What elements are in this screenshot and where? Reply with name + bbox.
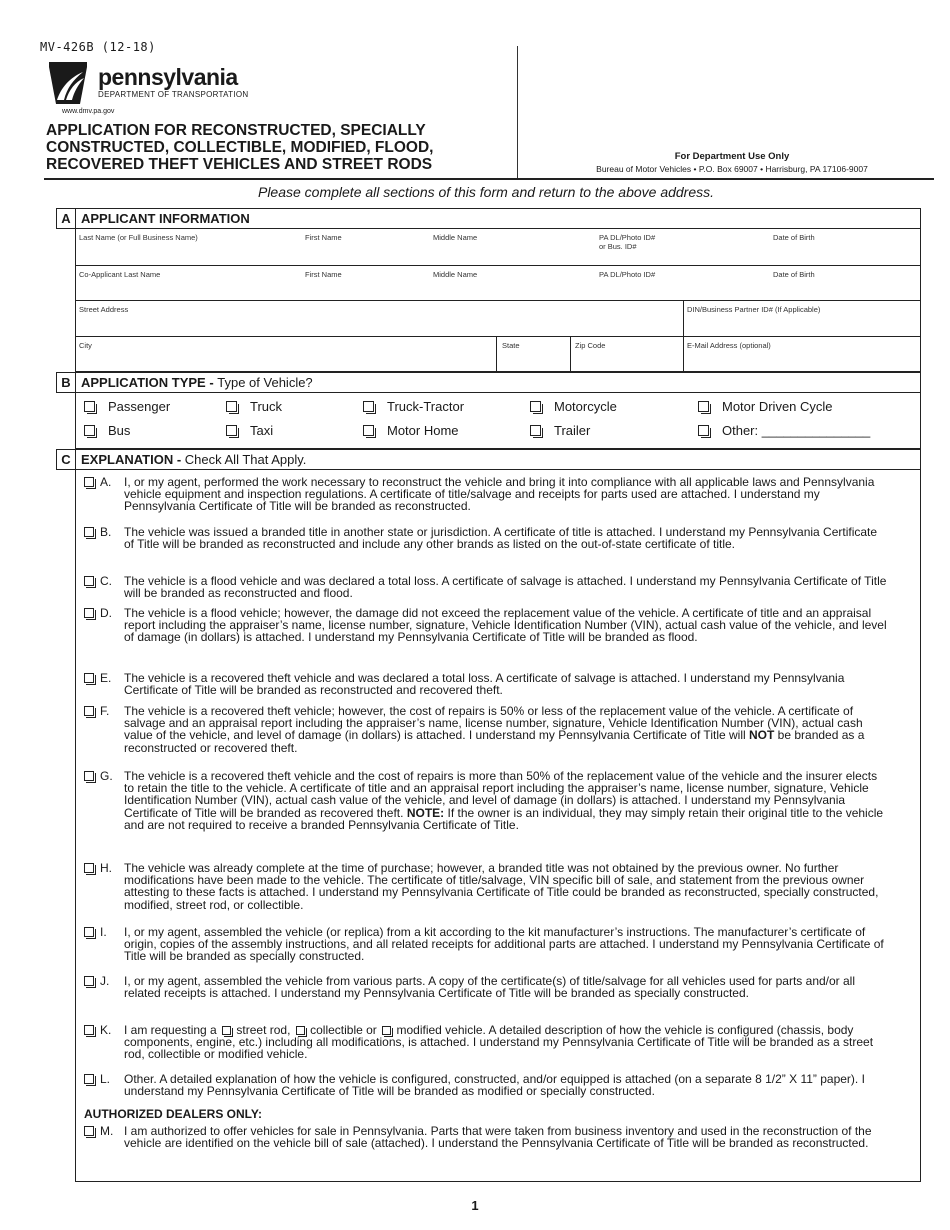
vehicle-option-motor-driven-cycle[interactable] xyxy=(698,399,833,414)
form-title-line: RECOVERED THEFT VEHICLES AND STREET RODS xyxy=(46,156,433,173)
checkbox-icon[interactable] xyxy=(226,425,237,436)
checkbox-icon[interactable] xyxy=(84,401,95,412)
vehicle-option-label: Other: _______________ xyxy=(722,423,871,438)
form-title-line: CONSTRUCTED, COLLECTIBLE, MODIFIED, FLOOD, xyxy=(46,139,434,156)
field-divider xyxy=(496,337,497,371)
item-text: I am authorized to offer vehicles for sale in Pennsylvania. Parts that were taken from business inventory and used in the reconstruction of the vehicle are identified on the vehicle bill of sale (attached). I understand the Pennsylvania Certificate of Title will be branded as reconstructed. xyxy=(124,1124,872,1151)
street-address-label: Street Address xyxy=(79,305,129,314)
option-street-rod: street rod, xyxy=(236,1023,294,1037)
section-b-letter: B xyxy=(56,372,76,393)
item-text: The vehicle is a flood vehicle; however, the damage did not exceed the replacement value of the vehicle. A certificate of title and an appraisal report including the appraiser’s name, license number, signature, Vehicle Identification Number (VIN), actual cash value of the vehicle, and level of damage (in dollars) is attached. I understand my Pennsylvania Certificate of Title will be branded as flood. xyxy=(124,606,887,645)
co-dob-label: Date of Birth xyxy=(773,270,815,279)
first-name-label: First Name xyxy=(305,233,342,242)
co-middle-name-label: Middle Name xyxy=(433,270,478,279)
vehicle-option-truck[interactable] xyxy=(226,399,282,414)
applicant-row[interactable] xyxy=(76,229,920,266)
section-c-title xyxy=(76,450,920,470)
co-applicant-last-name-label: Co-Applicant Last Name xyxy=(79,270,161,279)
explanation-item-i[interactable] xyxy=(84,926,889,963)
checkbox-icon[interactable] xyxy=(84,927,94,937)
note-label: NOTE: xyxy=(406,805,445,820)
item-label: I. xyxy=(100,925,107,939)
item-text-part: The vehicle is a recovered theft vehicle; however, the cost of repairs is 50% or less of the replacement value of the vehicle. A certificate of salvage and an appraisal report including the appraiser’s name, license number, signature, Vehicle Identification Number (VIN), actual cash value of the vehicle, and level of damage (in dollars) is attached. I understand my Pennsylvania Certificate of Title will xyxy=(124,704,863,743)
state-label: State xyxy=(502,341,520,350)
department-use-label: For Department Use Only xyxy=(674,151,790,162)
item-label: M. xyxy=(100,1124,114,1138)
checkbox-icon[interactable] xyxy=(84,706,94,716)
street-row[interactable] xyxy=(76,301,920,337)
collectible-checkbox-icon[interactable] xyxy=(296,1026,305,1035)
vehicle-option-label: Motor Home xyxy=(387,423,459,438)
item-text-part: I am requesting a xyxy=(124,1023,221,1037)
section-c-subtitle: Check All That Apply. xyxy=(184,452,307,467)
vehicle-option-label: Truck xyxy=(250,399,283,414)
zip-code-label: Zip Code xyxy=(575,341,606,350)
checkbox-icon[interactable] xyxy=(84,425,95,436)
item-text: I, or my agent, assembled the vehicle from various parts. A copy of the certificate(s) of title/salvage for all vehicles used for parts and/or all related receipts is attached. I understand my Pennsylvania Certificate of Title will be branded as specially constructed. xyxy=(124,974,856,1001)
checkbox-icon[interactable] xyxy=(84,477,94,487)
checkbox-icon[interactable] xyxy=(84,576,94,586)
item-text: I, or my agent, assembled the vehicle (or replica) from a kit according to the kit manufacturer’s instructions. The manufacturer’s certificate of origin, copies of the assembly instructions, and all related receipts for additional parts are attached. I understand my Pennsylvania Certificate of Title will be branded as specially constructed. xyxy=(124,925,884,964)
item-label: K. xyxy=(100,1023,112,1037)
section-c-heading: EXPLANATION - xyxy=(81,452,185,467)
section-a-letter: A xyxy=(56,208,76,229)
item-text-part: be branded as a reconstructed or recovered theft. xyxy=(124,728,865,755)
vehicle-option-motorcycle[interactable] xyxy=(530,399,617,414)
item-text xyxy=(124,705,889,754)
item-label: E. xyxy=(100,671,112,685)
form-number: MV-426B (12-18) xyxy=(40,40,156,54)
middle-name-label: Middle Name xyxy=(433,233,478,242)
checkbox-icon[interactable] xyxy=(84,1025,94,1035)
checkbox-icon[interactable] xyxy=(84,527,94,537)
note-text: If the owner is an individual, they may simply retain their original title to the vehicle and are not required to receive a branded Pennsylvania Certificate of Title. xyxy=(124,805,884,832)
explanation-item-k[interactable] xyxy=(84,1024,889,1061)
vehicle-option-label: Trailer xyxy=(554,423,591,438)
vehicle-option-taxi[interactable] xyxy=(226,423,273,438)
checkbox-icon[interactable] xyxy=(84,976,94,986)
vehicle-option-trailer[interactable] xyxy=(530,423,590,438)
co-dl-photo-id-label: PA DL/Photo ID# xyxy=(599,270,656,279)
item-label: C. xyxy=(100,574,112,588)
item-text: The vehicle was issued a branded title in another state or jurisdiction. A certificate of title is attached. I understand my Pennsylvania Certificate of Title will be branded as reconstructed and include any other brands as listed on the out-of-state certificate of title. xyxy=(124,525,878,552)
logo-department: DEPARTMENT OF TRANSPORTATION xyxy=(98,90,249,99)
vehicle-option-label: Taxi xyxy=(250,423,274,438)
last-name-label: Last Name (or Full Business Name) xyxy=(79,233,198,242)
field-divider xyxy=(683,301,684,337)
explanation-item-e[interactable] xyxy=(84,672,889,696)
vehicle-option-other[interactable] xyxy=(698,423,870,438)
authorized-dealers-heading: AUTHORIZED DEALERS ONLY: xyxy=(84,1107,263,1121)
item-text-part: The vehicle is a recovered theft vehicle and the cost of repairs is more than 50% of the replacement value of the vehicle and the insurer elects to retain the title to the vehicle. A certificate of title and an appraisal report including the appraiser’s name, license number, signature, Vehicle Identification Number (VIN), actual cash value of the vehicle, and level of damage (in dollars) is attached. I understand my Pennsylvania Certificate of Title will be branded as recovered theft. xyxy=(124,769,878,820)
explanation-item-d[interactable] xyxy=(84,607,889,644)
city-row[interactable] xyxy=(76,337,920,371)
item-text: The vehicle is a flood vehicle and was declared a total loss. A certificate of salvage is attached. I understand my Pennsylvania Certificate of Title will be branded as reconstructed and flood. xyxy=(124,574,887,601)
header-divider xyxy=(517,46,518,178)
form-title xyxy=(46,122,516,173)
section-b-title xyxy=(76,373,920,393)
checkbox-icon[interactable] xyxy=(363,425,374,436)
checkbox-icon[interactable] xyxy=(698,425,709,436)
website-link[interactable]: www.dmv.pa.gov xyxy=(62,108,115,115)
item-text xyxy=(124,1024,889,1061)
keystone-logo-icon xyxy=(47,60,89,106)
explanation-item-m[interactable] xyxy=(84,1125,889,1149)
item-label: A. xyxy=(100,475,112,489)
vehicle-option-label: Motor Driven Cycle xyxy=(722,399,833,414)
checkbox-icon[interactable] xyxy=(530,401,541,412)
explanation-item-l[interactable] xyxy=(84,1073,889,1097)
explanation-item-b[interactable] xyxy=(84,526,889,550)
checkbox-icon[interactable] xyxy=(84,1074,94,1084)
item-label: J. xyxy=(100,974,110,988)
section-b-heading: APPLICATION TYPE - xyxy=(81,375,218,390)
city-label: City xyxy=(79,341,92,350)
item-label: B. xyxy=(100,525,112,539)
section-a-title: APPLICANT INFORMATION xyxy=(76,209,920,229)
checkbox-icon[interactable] xyxy=(226,401,237,412)
vehicle-option-label: Bus xyxy=(108,423,131,438)
explanation-item-g[interactable] xyxy=(84,770,889,831)
header-rule xyxy=(44,178,934,180)
vehicle-option-truck-tractor[interactable] xyxy=(363,399,464,414)
dl-photo-id-line: PA DL/Photo ID# xyxy=(599,233,656,242)
din-label: DIN/Business Partner ID# (If Applicable) xyxy=(687,305,821,314)
co-applicant-row[interactable] xyxy=(76,266,920,301)
dl-photo-id-label xyxy=(599,233,655,251)
item-text: The vehicle is a recovered theft vehicle and was declared a total loss. A certificate of salvage is attached. I understand my Pennsylvania Certificate of Title will be branded as reconstructed and recovered theft. xyxy=(124,671,845,698)
checkbox-icon[interactable] xyxy=(530,425,541,436)
item-label: G. xyxy=(100,769,113,783)
explanation-item-h[interactable] xyxy=(84,862,889,911)
explanation-item-j[interactable] xyxy=(84,975,889,999)
item-label: L. xyxy=(100,1072,111,1086)
section-c-letter: C xyxy=(56,449,76,470)
vehicle-option-bus[interactable] xyxy=(84,423,130,438)
option-collectible: collectible or xyxy=(310,1023,381,1037)
co-first-name-label: First Name xyxy=(305,270,342,279)
section-a-applicant-information xyxy=(75,208,921,372)
page-number: 1 xyxy=(471,1198,479,1213)
field-divider xyxy=(683,337,684,371)
checkbox-icon[interactable] xyxy=(84,863,94,873)
item-label: D. xyxy=(100,606,112,620)
modified-checkbox-icon[interactable] xyxy=(382,1026,391,1035)
item-label: H. xyxy=(100,861,112,875)
emphasis-not: NOT xyxy=(749,728,775,743)
street-rod-checkbox-icon[interactable] xyxy=(222,1026,231,1035)
item-text: Other. A detailed explanation of how the vehicle is configured, constructed, and/or equipped is attached (on a separate 8 1/2” X 11” paper). I understand my Pennsylvania Certificate of Title will be branded as modified or specially constructed. xyxy=(124,1072,865,1099)
explanation-item-f[interactable] xyxy=(84,705,889,754)
checkbox-icon[interactable] xyxy=(84,608,94,618)
checkbox-icon[interactable] xyxy=(84,1126,94,1136)
vehicle-option-motor-home[interactable] xyxy=(363,423,459,438)
vehicle-option-passenger[interactable] xyxy=(84,399,170,414)
checkbox-icon[interactable] xyxy=(84,673,94,683)
dob-label: Date of Birth xyxy=(773,233,815,242)
explanation-item-a[interactable] xyxy=(84,476,889,513)
checkbox-icon[interactable] xyxy=(363,401,374,412)
bus-id-line: or Bus. ID# xyxy=(599,242,637,251)
field-divider xyxy=(570,337,571,371)
email-label: E-Mail Address (optional) xyxy=(687,341,771,350)
form-title-line: APPLICATION FOR RECONSTRUCTED, SPECIALLY xyxy=(46,122,426,139)
vehicle-option-label: Motorcycle xyxy=(554,399,617,414)
section-b-subtitle: Type of Vehicle? xyxy=(217,375,313,390)
item-text-part: A detailed description of how the vehicle is configured (chassis, body components, engine, etc.) including all modifications, is attached. I understand my Pennsylvania Certificate of Title will be branded as a street rod, collectible or modified vehicle. xyxy=(124,1023,874,1062)
checkbox-icon[interactable] xyxy=(84,771,94,781)
department-address: Bureau of Motor Vehicles • P.O. Box 69007 • Harrisburg, PA 17106-9007 xyxy=(596,164,868,174)
logo-wordmark: pennsylvania xyxy=(98,64,238,90)
vehicle-option-label: Truck-Tractor xyxy=(387,399,465,414)
instruction-text: Please complete all sections of this form and return to the above address. xyxy=(257,184,715,200)
item-text: The vehicle was already complete at the time of purchase; however, a branded title was not obtained by the previous owner. No further modifications have been made to the vehicle. The certificate of title/salvage, VIN specific bill of sale, and statement from the previous owner attesting to these facts is attached. I understand my Pennsylvania Certificate of Title could be branded as reconstructed, specially constructed, modified, street rod, or collectible. xyxy=(124,861,879,912)
item-label: F. xyxy=(100,704,110,718)
item-text: I, or my agent, performed the work necessary to reconstruct the vehicle and bring it into compliance with all applicable laws and Pennsylvania vehicle equipment and inspection regulations. A certificate of title/salvage and receipts for parts used are attached. I understand my Pennsylvania Certificate of Title will be branded as reconstructed. xyxy=(124,475,875,514)
explanation-item-c[interactable] xyxy=(84,575,889,599)
option-modified: modified vehicle. xyxy=(396,1023,486,1037)
item-text xyxy=(124,770,889,831)
checkbox-icon[interactable] xyxy=(698,401,709,412)
vehicle-option-label: Passenger xyxy=(108,399,171,414)
